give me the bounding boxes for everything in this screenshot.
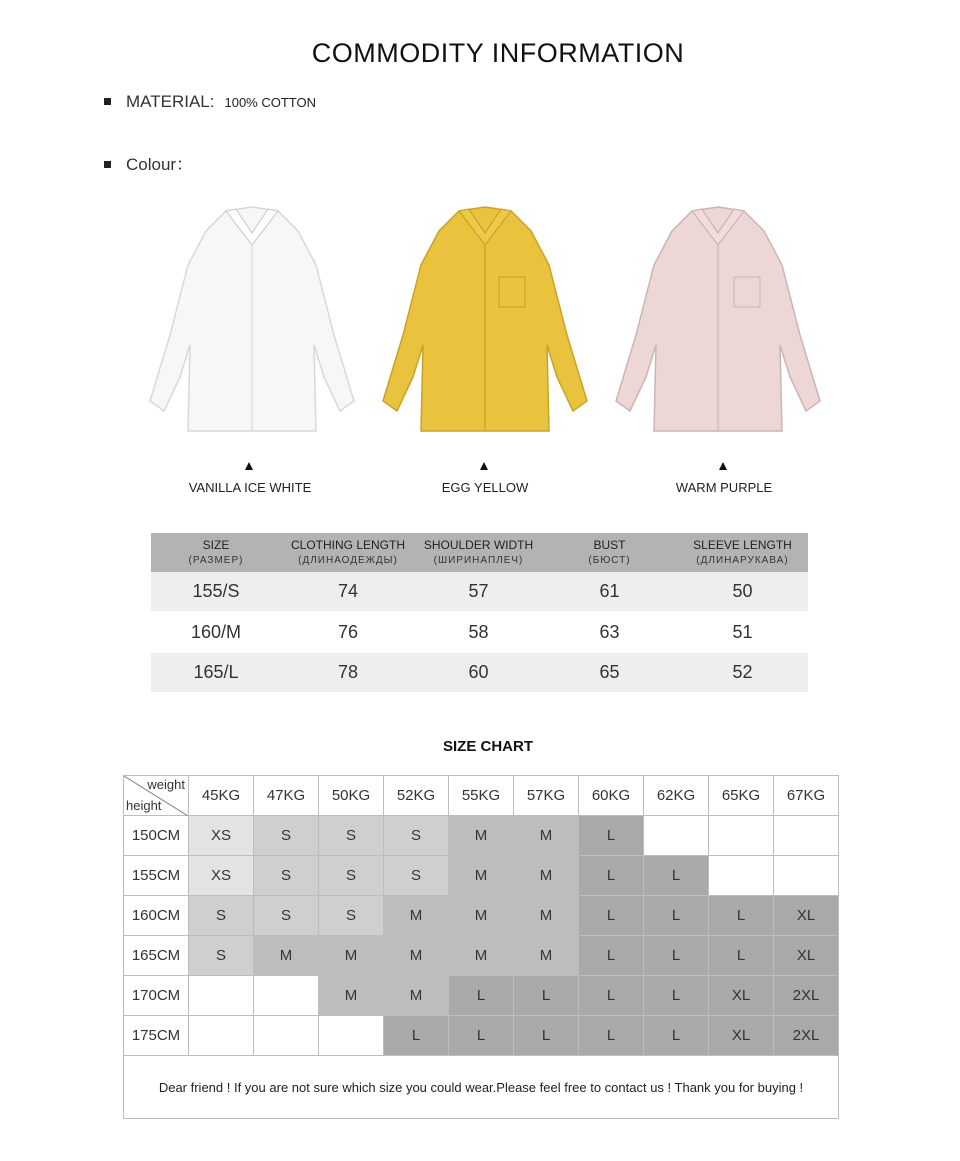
size-cell: S [189,896,254,936]
weight-header: 65KG [709,776,774,816]
size-cell [709,816,774,856]
size-chart-table [123,775,839,1119]
size-cell: M [514,856,579,896]
size-cell: M [319,976,384,1016]
measurement-table [151,533,808,692]
color-name-pink: WARM PURPLE [675,480,773,495]
size-cell: 2XL [774,1016,839,1056]
header-clothing-length: CLOTHING LENGTH (ДЛИНАОДЕЖДЫ) [290,537,405,566]
size-cell: M [319,936,384,976]
size-cell: XS [189,816,254,856]
colour-row [104,150,193,175]
shirt-white-image [148,205,356,437]
size-cell: M [449,816,514,856]
color-name-white: VANILLA ICE WHITE [188,480,312,495]
weight-header: 47KG [254,776,319,816]
size-cell: L [644,1016,709,1056]
size-cell: S [319,896,384,936]
header-shoulder-width: SHOULDER WIDTH (ШИРИНАПЛЕЧ) [423,537,534,566]
size-chart-title: SIZE CHART [443,738,533,755]
size-note: Dear friend ! If you are not sure which size you could wear.Please feel free to contact us ! Thank you for buying ! [124,1056,839,1119]
height-label: 160CM [124,896,189,936]
material-row [104,92,316,112]
size-cell: L [579,896,644,936]
material-label: MATERIAL: [126,92,215,111]
colour-label: Colour： [126,155,194,174]
cell: 65 [599,662,620,682]
bullet-icon [104,98,111,105]
shirt-pink-image [614,205,822,437]
size-cell: L [514,976,579,1016]
weight-header: 62KG [644,776,709,816]
size-cell: S [189,936,254,976]
size-cell: M [384,896,449,936]
corner-weight-label: weight [147,777,185,792]
size-row [124,896,839,936]
measurement-row [151,653,808,692]
weight-header: 52KG [384,776,449,816]
weight-header: 55KG [449,776,514,816]
size-cell: S [319,856,384,896]
cell: 58 [468,621,489,642]
size-cell: S [384,856,449,896]
weight-header: 45KG [189,776,254,816]
pointer-arrow-icon [480,462,488,470]
size-row [124,816,839,856]
size-cell: M [449,896,514,936]
size-cell: L [384,1016,449,1056]
size-row [124,976,839,1016]
cell: 155/S [192,581,240,601]
pointer-arrow-icon [245,462,253,470]
size-cell: S [254,856,319,896]
header-size: SIZE (РАЗМЕР) [188,537,244,566]
page-title: COMMODITY INFORMATION [311,38,685,68]
weight-header-row [124,776,839,816]
size-cell: L [449,1016,514,1056]
size-cell: M [384,976,449,1016]
size-cell: XL [709,976,774,1016]
weight-header: 50KG [319,776,384,816]
size-cell: L [579,936,644,976]
cell: 51 [732,621,753,642]
size-cell: M [514,936,579,976]
size-cell: L [644,936,709,976]
size-cell: L [514,1016,579,1056]
measurement-row [151,611,808,653]
cell: 61 [599,581,620,601]
shirt-yellow-image [381,205,589,437]
size-cell: S [254,816,319,856]
size-row [124,1016,839,1056]
size-cell: L [579,1016,644,1056]
weight-header: 57KG [514,776,579,816]
size-cell: L [709,896,774,936]
size-cell: L [644,856,709,896]
size-cell [774,856,839,896]
header-bust: BUST (БЮСТ) [588,537,631,566]
cell: 160/M [190,621,242,642]
size-cell: XS [189,856,254,896]
height-label: 175CM [124,1016,189,1056]
size-cell: XL [774,896,839,936]
size-cell: S [254,896,319,936]
size-cell: L [709,936,774,976]
size-cell: XL [709,1016,774,1056]
size-cell [254,976,319,1016]
size-cell [709,856,774,896]
cell: 57 [468,581,489,601]
measurement-row [151,572,808,611]
size-cell [189,976,254,1016]
cell: 52 [732,662,753,682]
weight-header: 60KG [579,776,644,816]
cell: 63 [599,621,620,642]
size-cell: L [644,896,709,936]
size-cell: S [319,816,384,856]
size-cell: L [579,976,644,1016]
size-row [124,936,839,976]
pointer-arrow-icon [719,462,727,470]
weight-header: 67KG [774,776,839,816]
height-label: 170CM [124,976,189,1016]
size-cell: L [449,976,514,1016]
size-cell: S [384,816,449,856]
size-cell: M [449,936,514,976]
measurement-header-row [151,533,808,572]
cell: 165/L [193,662,239,682]
size-cell: M [514,816,579,856]
height-label: 165CM [124,936,189,976]
size-cell: 2XL [774,976,839,1016]
material-value: 100% COTTON [224,95,316,110]
size-cell: M [514,896,579,936]
note-row [124,1056,839,1119]
height-label: 155CM [124,856,189,896]
cell: 50 [732,581,753,601]
size-cell [319,1016,384,1056]
size-cell: M [254,936,319,976]
size-cell [644,816,709,856]
cell: 60 [468,662,489,682]
size-cell: M [384,936,449,976]
cell: 78 [337,662,359,682]
corner-height-label: height [126,798,162,813]
size-cell [254,1016,319,1056]
size-cell: XL [774,936,839,976]
color-name-yellow: EGG YELLOW [441,480,529,495]
size-row [124,856,839,896]
size-cell: L [579,816,644,856]
header-sleeve-length: SLEEVE LENGTH (ДЛИНАРУКАВА) [693,537,792,566]
size-cell: M [449,856,514,896]
height-label: 150CM [124,816,189,856]
cell: 74 [337,581,359,601]
size-cell [189,1016,254,1056]
size-cell [774,816,839,856]
corner-cell [124,776,189,816]
size-cell: L [579,856,644,896]
bullet-icon [104,161,111,168]
cell: 76 [337,621,359,642]
size-cell: L [644,976,709,1016]
